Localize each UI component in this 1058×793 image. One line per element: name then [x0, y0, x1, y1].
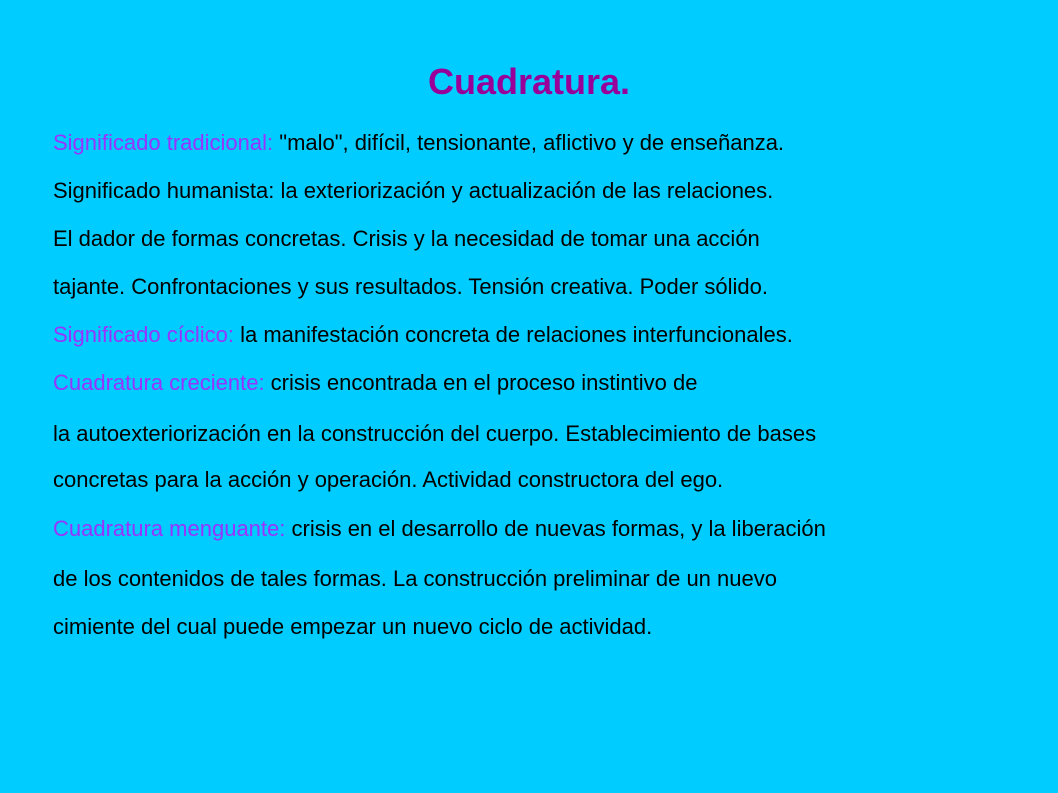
line-text: "malo", difícil, tensionante, aflictivo y de enseñanza. [273, 130, 785, 155]
text-line-8 [53, 467, 723, 493]
line-text: cimiente del cual puede empezar un nuevo ciclo de actividad. [53, 614, 653, 639]
line-text: de los contenidos de tales formas. La construcción preliminar de un nuevo [53, 566, 777, 591]
text-line-4 [53, 274, 768, 300]
text-line-1 [53, 130, 784, 156]
line-label: Cuadratura creciente: [53, 370, 265, 395]
line-label: Significado tradicional: [53, 130, 274, 155]
text-line-5 [53, 322, 793, 348]
text-line-10 [53, 566, 777, 592]
text-line-11 [53, 614, 652, 640]
line-label: Significado cíclico: [53, 322, 234, 347]
line-text: crisis encontrada en el proceso instintivo de [264, 370, 698, 395]
line-text: Significado humanista: la exteriorización y actualización de las relaciones. [53, 178, 774, 203]
line-text: la manifestación concreta de relaciones interfuncionales. [233, 322, 793, 347]
line-text: la autoexteriorización en la construcción del cuerpo. Establecimiento de bases [53, 421, 817, 446]
text-line-2 [53, 178, 773, 204]
line-text: tajante. Confrontaciones y sus resultados. Tensión creativa. Poder sólido. [53, 274, 768, 299]
text-line-9 [53, 516, 826, 542]
slide-title: Cuadratura. [427, 61, 631, 102]
line-text: concretas para la acción y operación. Actividad constructora del ego. [53, 467, 724, 492]
line-text: El dador de formas concretas. Crisis y la necesidad de tomar una acción [53, 226, 760, 251]
line-text: crisis en el desarrollo de nuevas formas, y la liberación [285, 516, 826, 541]
text-line-7 [53, 421, 816, 447]
line-label: Cuadratura menguante: [53, 516, 286, 541]
text-line-3 [53, 226, 760, 252]
text-line-6 [53, 370, 697, 396]
